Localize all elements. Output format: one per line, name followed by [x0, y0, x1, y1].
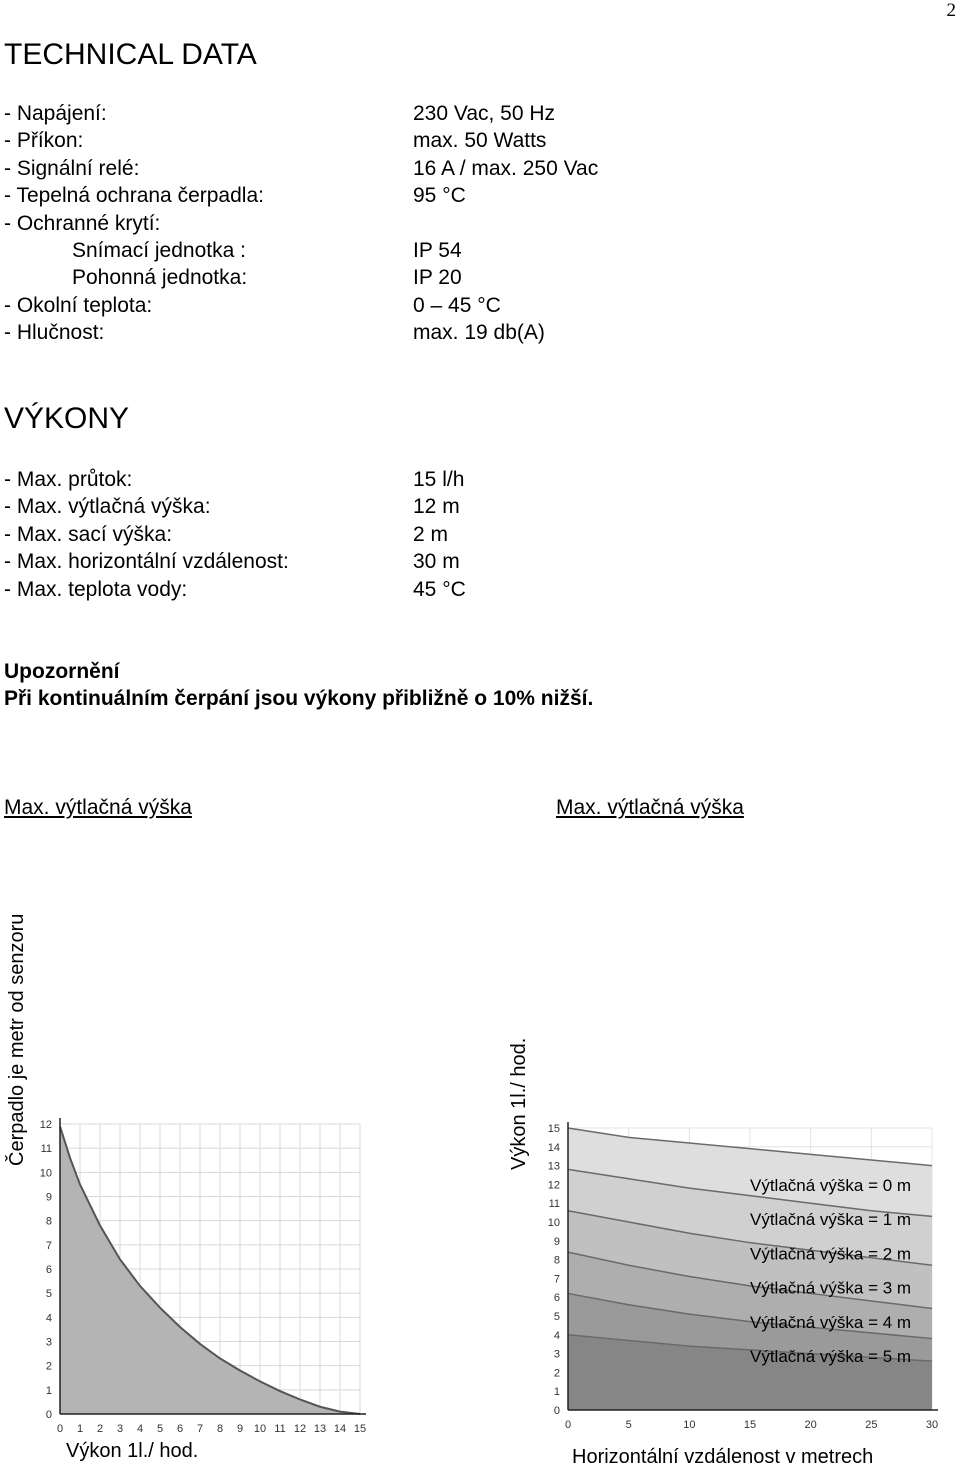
y-tick-label: 2	[45, 1360, 52, 1373]
tech-row-value: IP 20	[413, 266, 462, 290]
y-tick-label: 14	[547, 1141, 560, 1154]
tech-row-value: 230 Vac, 50 Hz	[413, 102, 556, 125]
technical-data-title: TECHNICAL DATA	[4, 38, 257, 71]
perf-row-label: - Max. průtok:	[4, 468, 133, 491]
y-tick-label: 4	[553, 1329, 560, 1342]
x-tick-label: 25	[865, 1419, 878, 1431]
y-tick-label: 7	[553, 1273, 560, 1286]
legend-entry: Výtlačná výška = 5 m	[750, 1347, 912, 1366]
right-chart-y-label: Výkon 1l./ hod.	[508, 1037, 530, 1170]
x-tick-label: 14	[333, 1423, 347, 1435]
right-chart-x-label: Horizontální vzdálenost v metrech	[572, 1446, 874, 1468]
x-tick-label: 4	[136, 1423, 144, 1435]
left-chart-heading: Max. výtlačná výška	[4, 796, 192, 819]
y-tick-label: 11	[548, 1198, 560, 1211]
x-tick-label: 7	[196, 1423, 204, 1435]
x-tick-label: 1	[76, 1423, 84, 1435]
notice-text: Při kontinuálním čerpání jsou výkony přibližně o 10% nižší.	[4, 687, 594, 710]
perf-row-value: 2 m	[413, 522, 449, 546]
x-tick-label: 13	[313, 1423, 327, 1435]
y-tick-label: 0	[553, 1405, 560, 1417]
left-chart-y-label: Čerpadlo je metr od senzoru	[6, 913, 28, 1166]
y-tick-label: 0	[45, 1409, 52, 1421]
tech-row-label: - Tepelná ochrana čerpadla:	[4, 184, 264, 208]
x-tick-label: 12	[293, 1423, 307, 1435]
legend-entry: Výtlačná výška = 4 m	[750, 1312, 912, 1332]
legend-entry: Výtlačná výška = 3 m	[750, 1278, 912, 1298]
y-tick-label: 12	[39, 1119, 52, 1131]
y-tick-label: 6	[45, 1264, 52, 1276]
y-tick-label: 4	[45, 1312, 52, 1325]
y-tick-label: 6	[553, 1292, 560, 1305]
tech-row-label: - Napájení:	[4, 102, 107, 125]
x-tick-label: 15	[353, 1423, 367, 1435]
tech-row-label: - Okolní teplota:	[4, 293, 153, 317]
x-tick-label: 10	[253, 1423, 267, 1435]
tech-row-label: Pohonná jednotka:	[72, 266, 248, 290]
y-tick-label: 13	[547, 1160, 560, 1173]
y-tick-label: 10	[39, 1167, 52, 1180]
x-tick-label: 15	[743, 1419, 757, 1431]
notice-title: Upozornění	[4, 660, 120, 683]
y-tick-label: 1	[553, 1386, 560, 1399]
x-tick-label: 0	[56, 1423, 64, 1435]
left-chart-x-label: Výkon 1l./ hod.	[66, 1440, 199, 1462]
tech-row-value: max. 50 Watts	[413, 129, 547, 153]
x-tick-label: 8	[216, 1423, 224, 1435]
x-tick-label: 3	[116, 1423, 124, 1435]
perf-row-value: 30 m	[413, 550, 460, 574]
tech-row-value: 0 – 45 °C	[413, 293, 501, 317]
perf-row-label: - Max. teplota vody:	[4, 577, 188, 601]
y-tick-label: 3	[45, 1336, 52, 1349]
perf-row-value: 12 m	[413, 495, 460, 519]
legend-entry: Výtlačná výška = 0 m	[750, 1176, 912, 1195]
x-tick-label: 6	[176, 1423, 184, 1435]
y-tick-label: 5	[45, 1288, 52, 1301]
y-tick-label: 9	[553, 1235, 560, 1248]
tech-row-value: IP 54	[413, 239, 462, 262]
left-chart	[36, 1110, 376, 1440]
y-tick-label: 2	[553, 1367, 560, 1380]
y-tick-label: 7	[45, 1239, 52, 1252]
legend-entry: Výtlačná výška = 1 m	[750, 1210, 912, 1230]
tech-row-value: 16 A / max. 250 Vac	[413, 156, 599, 180]
perf-row-label: - Max. výtlačná výška:	[4, 495, 211, 519]
y-tick-label: 9	[45, 1191, 52, 1204]
tech-row-label: - Příkon:	[4, 129, 84, 153]
performance-title: VÝKONY	[4, 402, 130, 435]
x-tick-label: 0	[564, 1419, 572, 1431]
legend-entry: Výtlačná výška = 2 m	[750, 1244, 912, 1264]
area-fill	[60, 1126, 360, 1414]
x-tick-label: 9	[236, 1423, 244, 1435]
x-tick-label: 5	[156, 1423, 164, 1435]
y-tick-label: 5	[553, 1311, 560, 1323]
y-tick-label: 8	[553, 1254, 560, 1267]
y-tick-label: 15	[547, 1123, 560, 1135]
perf-row-label: - Max. horizontální vzdálenost:	[4, 550, 289, 574]
y-tick-label: 12	[547, 1179, 560, 1192]
x-tick-label: 10	[683, 1419, 696, 1431]
tech-row-label: - Signální relé:	[4, 156, 140, 180]
tech-row-value: 95 °C	[413, 184, 466, 208]
x-tick-label: 20	[804, 1419, 817, 1431]
tech-row-label: - Ochranné krytí:	[4, 211, 161, 235]
y-tick-label: 11	[40, 1143, 52, 1156]
perf-row-label: - Max. sací výška:	[4, 522, 173, 546]
x-tick-label: 5	[625, 1419, 632, 1431]
perf-row-value: 45 °C	[413, 577, 466, 601]
right-chart-heading: Max. výtlačná výška	[556, 796, 744, 819]
tech-row-label: - Hlučnost:	[4, 321, 105, 345]
right-chart	[540, 1110, 952, 1440]
y-tick-label: 8	[45, 1215, 52, 1228]
y-tick-label: 1	[45, 1384, 52, 1397]
tech-row-value: max. 19 db(A)	[413, 321, 545, 345]
y-tick-label: 10	[547, 1217, 560, 1229]
x-tick-label: 30	[925, 1419, 939, 1431]
page-number: 2	[946, 0, 956, 21]
x-tick-label: 2	[96, 1423, 104, 1435]
tech-row-label: Snímací jednotka :	[72, 239, 246, 262]
y-tick-label: 3	[553, 1348, 560, 1361]
x-tick-label: 11	[274, 1423, 286, 1435]
perf-row-value: 15 l/h	[413, 468, 465, 491]
